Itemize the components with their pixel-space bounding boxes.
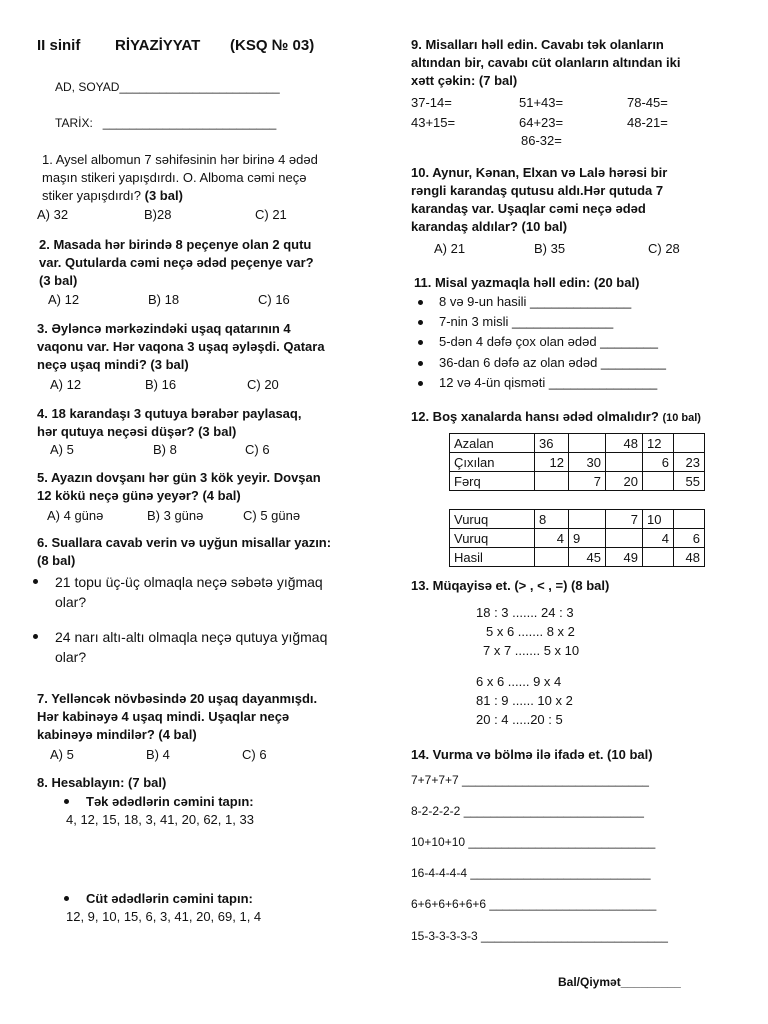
q14-item: 6+6+6+6+6+6 _________________________	[411, 897, 657, 911]
date-line: __________________________	[102, 116, 277, 130]
table-row: Fərq 7 20 55	[450, 472, 705, 491]
q2-option-a[interactable]: A) 12	[48, 292, 80, 307]
q14-item: 7+7+7+7 ____________________________	[411, 773, 649, 787]
q13-item: 7 x 7 ....... 5 x 10	[483, 643, 580, 658]
q7-option-b[interactable]: B) 4	[146, 747, 170, 762]
q10-option-b[interactable]: B) 35	[534, 241, 566, 256]
q13-title: 13. Müqayisə et. (> , < , =) (8 bal)	[411, 578, 610, 593]
q8-odd-numbers: 4, 12, 15, 18, 3, 41, 20, 62, 1, 33	[66, 812, 254, 827]
name-field[interactable]	[55, 80, 280, 94]
q3-text: 3. Əyləncə mərkəzindəki uşaq qatarının 4 vaqonu var. Hər vaqona 3 uşaq əyləşdi. Qatara neçə uşaq mindi? (3 bal)	[37, 321, 325, 372]
q13-item: 81 : 9 ...... 10 x 2	[476, 693, 573, 708]
q3-option-c[interactable]: C) 20	[247, 377, 279, 392]
test-code: (KSQ № 03)	[230, 37, 315, 54]
class-label: II sinif	[37, 37, 81, 54]
q9-text: 9. Misalları həll edin. Cavabı tək olanların altından bir, cavabı cüt olanların altından iki xətt çəkin: (7 bal)	[411, 37, 681, 88]
q1-text: 1. Aysel albomun 7 səhifəsinin hər birinə 4 ədəd maşın stikeri yapışdırdı. O. Alboma cəmi neçə stiker yapışdırdı? (3 bal)	[42, 152, 318, 203]
q2-option-c[interactable]: C) 16	[258, 292, 290, 307]
q3-option-a[interactable]: A) 12	[50, 377, 82, 392]
q11-title: 11. Misal yazmaqla həll edin: (20 bal)	[414, 275, 640, 290]
q2-text: 2. Masada hər birində 8 peçenye olan 2 qutu var. Qutularda cəmi neçə ədəd peçenye var? (3 bal)	[39, 237, 314, 288]
bullet-icon	[418, 320, 423, 325]
q1-option-a[interactable]: A) 32	[37, 207, 69, 222]
table-row: Azalan 36 48 12	[450, 434, 705, 453]
bullet-icon	[418, 361, 423, 366]
q13-item: 5 x 6 ....... 8 x 2	[486, 624, 575, 639]
q14-item: 15-3-3-3-3-3 ____________________________	[411, 929, 668, 943]
table-row: Vuruq 4 9 4 6	[450, 529, 705, 548]
q8-odd-title: Tək ədədlərin cəmini tapın:	[86, 794, 254, 809]
q11-item: 12 və 4-ün qisməti _______________	[439, 375, 658, 390]
q7-option-a[interactable]: A) 5	[50, 747, 74, 762]
q12-points: (10 bal)	[662, 412, 701, 424]
name-label: AD, SOYAD	[55, 80, 120, 94]
q11-item: 8 və 9-un hasili ______________	[439, 294, 632, 309]
q7-text: 7. Yelləncək növbəsində 20 uşaq dayanmışdı. Hər kabinəyə 4 uşaq mindi. Uşaqlar neçə kabinəyə mindilər? (4 bal)	[37, 691, 318, 742]
subject-title: RİYAZİYYAT	[115, 37, 201, 54]
bullet-icon	[418, 340, 423, 345]
q11-item: 36-dan 6 dəfə az olan ədəd _________	[439, 355, 666, 370]
q14-title: 14. Vurma və bölmə ilə ifadə et. (10 bal)	[411, 747, 653, 762]
q7-option-c[interactable]: C) 6	[242, 747, 267, 762]
q14-item: 10+10+10 ____________________________	[411, 835, 656, 849]
q9-expr: 78-45=	[627, 95, 668, 110]
table-row: Vuruq 8 7 10	[450, 510, 705, 529]
bullet-icon	[33, 634, 38, 639]
q13-item: 6 x 6 ...... 9 x 4	[476, 674, 562, 689]
q4-text: 4. 18 karandaşı 3 qutuya bərabər paylasaq, hər qutuya neçəsi düşər? (3 bal)	[37, 406, 302, 439]
q8-even-numbers: 12, 9, 10, 15, 6, 3, 41, 20, 69, 1, 4	[66, 909, 262, 924]
q13-item: 20 : 4 .....20 : 5	[476, 712, 563, 727]
q9-expr: 64+23=	[519, 115, 564, 130]
q5-option-c[interactable]: C) 5 günə	[243, 508, 301, 523]
q8-even-title: Cüt ədədlərin cəmini tapın:	[86, 891, 253, 906]
q9-expr: 48-21=	[627, 115, 668, 130]
bullet-icon	[64, 799, 69, 804]
date-label: TARİX:	[55, 116, 93, 130]
name-line: ________________________	[119, 80, 280, 94]
q12-title: 12. Boş xanalarda hansı ədəd olmalıdır?	[411, 409, 659, 424]
q11-item: 7-nin 3 misli ______________	[439, 314, 614, 329]
q5-option-b[interactable]: B) 3 günə	[147, 508, 204, 523]
q10-text: 10. Aynur, Kənan, Elxan və Lalə hərəsi bir rəngli karandaş qutusu aldı.Hər qutuda 7 karandaş var. Uşaqlar cəmi neçə ədəd karandaş aldılar? (10 bal)	[411, 165, 668, 234]
q14-item: 16-4-4-4-4 ___________________________	[411, 866, 651, 880]
q6-item-1: 21 topu üç-üç olmaqla neçə səbətə yığmaq olar?	[55, 574, 323, 610]
q6-text: 6. Suallara cavab verin və uyğun misallar yazın: (8 bal)	[37, 535, 332, 568]
product-table	[449, 509, 705, 567]
q5-text: 5. Ayazın dovşanı hər gün 3 kök yeyir. Dovşan 12 kökü neçə günə yeyər? (4 bal)	[37, 470, 321, 503]
q14-item: 8-2-2-2-2 ___________________________	[411, 804, 644, 818]
q13-item: 18 : 3 ....... 24 : 3	[476, 605, 574, 620]
bullet-icon	[418, 381, 423, 386]
q9-expr: 51+43=	[519, 95, 564, 110]
q12-title-wrap	[411, 409, 701, 424]
q3-option-b[interactable]: B) 16	[145, 377, 177, 392]
q9-expr: 86-32=	[521, 133, 562, 148]
score-field[interactable]: Bal/Qiymət_________	[558, 975, 681, 989]
q10-option-c[interactable]: C) 28	[648, 241, 680, 256]
date-field[interactable]	[55, 116, 276, 130]
q5-option-a[interactable]: A) 4 günə	[47, 508, 104, 523]
table-row: Hasil 45 49 48	[450, 548, 705, 567]
q4-option-a[interactable]: A) 5	[50, 442, 74, 457]
q1-option-c[interactable]: C) 21	[255, 207, 287, 222]
bullet-icon	[33, 579, 38, 584]
q1-option-b[interactable]: B)28	[144, 207, 172, 222]
q9-expr: 37-14=	[411, 95, 452, 110]
q6-item-2: 24 narı altı-altı olmaqla neçə qutuya yığmaq olar?	[55, 629, 328, 665]
q8-title: 8. Hesablayın: (7 bal)	[37, 775, 167, 790]
table-row: Çıxılan 12 30 6 23	[450, 453, 705, 472]
q11-item: 5-dən 4 dəfə çox olan ədəd ________	[439, 334, 659, 349]
q2-option-b[interactable]: B) 18	[148, 292, 180, 307]
bullet-icon	[418, 300, 423, 305]
q4-option-c[interactable]: C) 6	[245, 442, 270, 457]
bullet-icon	[64, 896, 69, 901]
q4-option-b[interactable]: B) 8	[153, 442, 177, 457]
q9-expr: 43+15=	[411, 115, 456, 130]
difference-table	[449, 433, 705, 491]
q10-option-a[interactable]: A) 21	[434, 241, 466, 256]
